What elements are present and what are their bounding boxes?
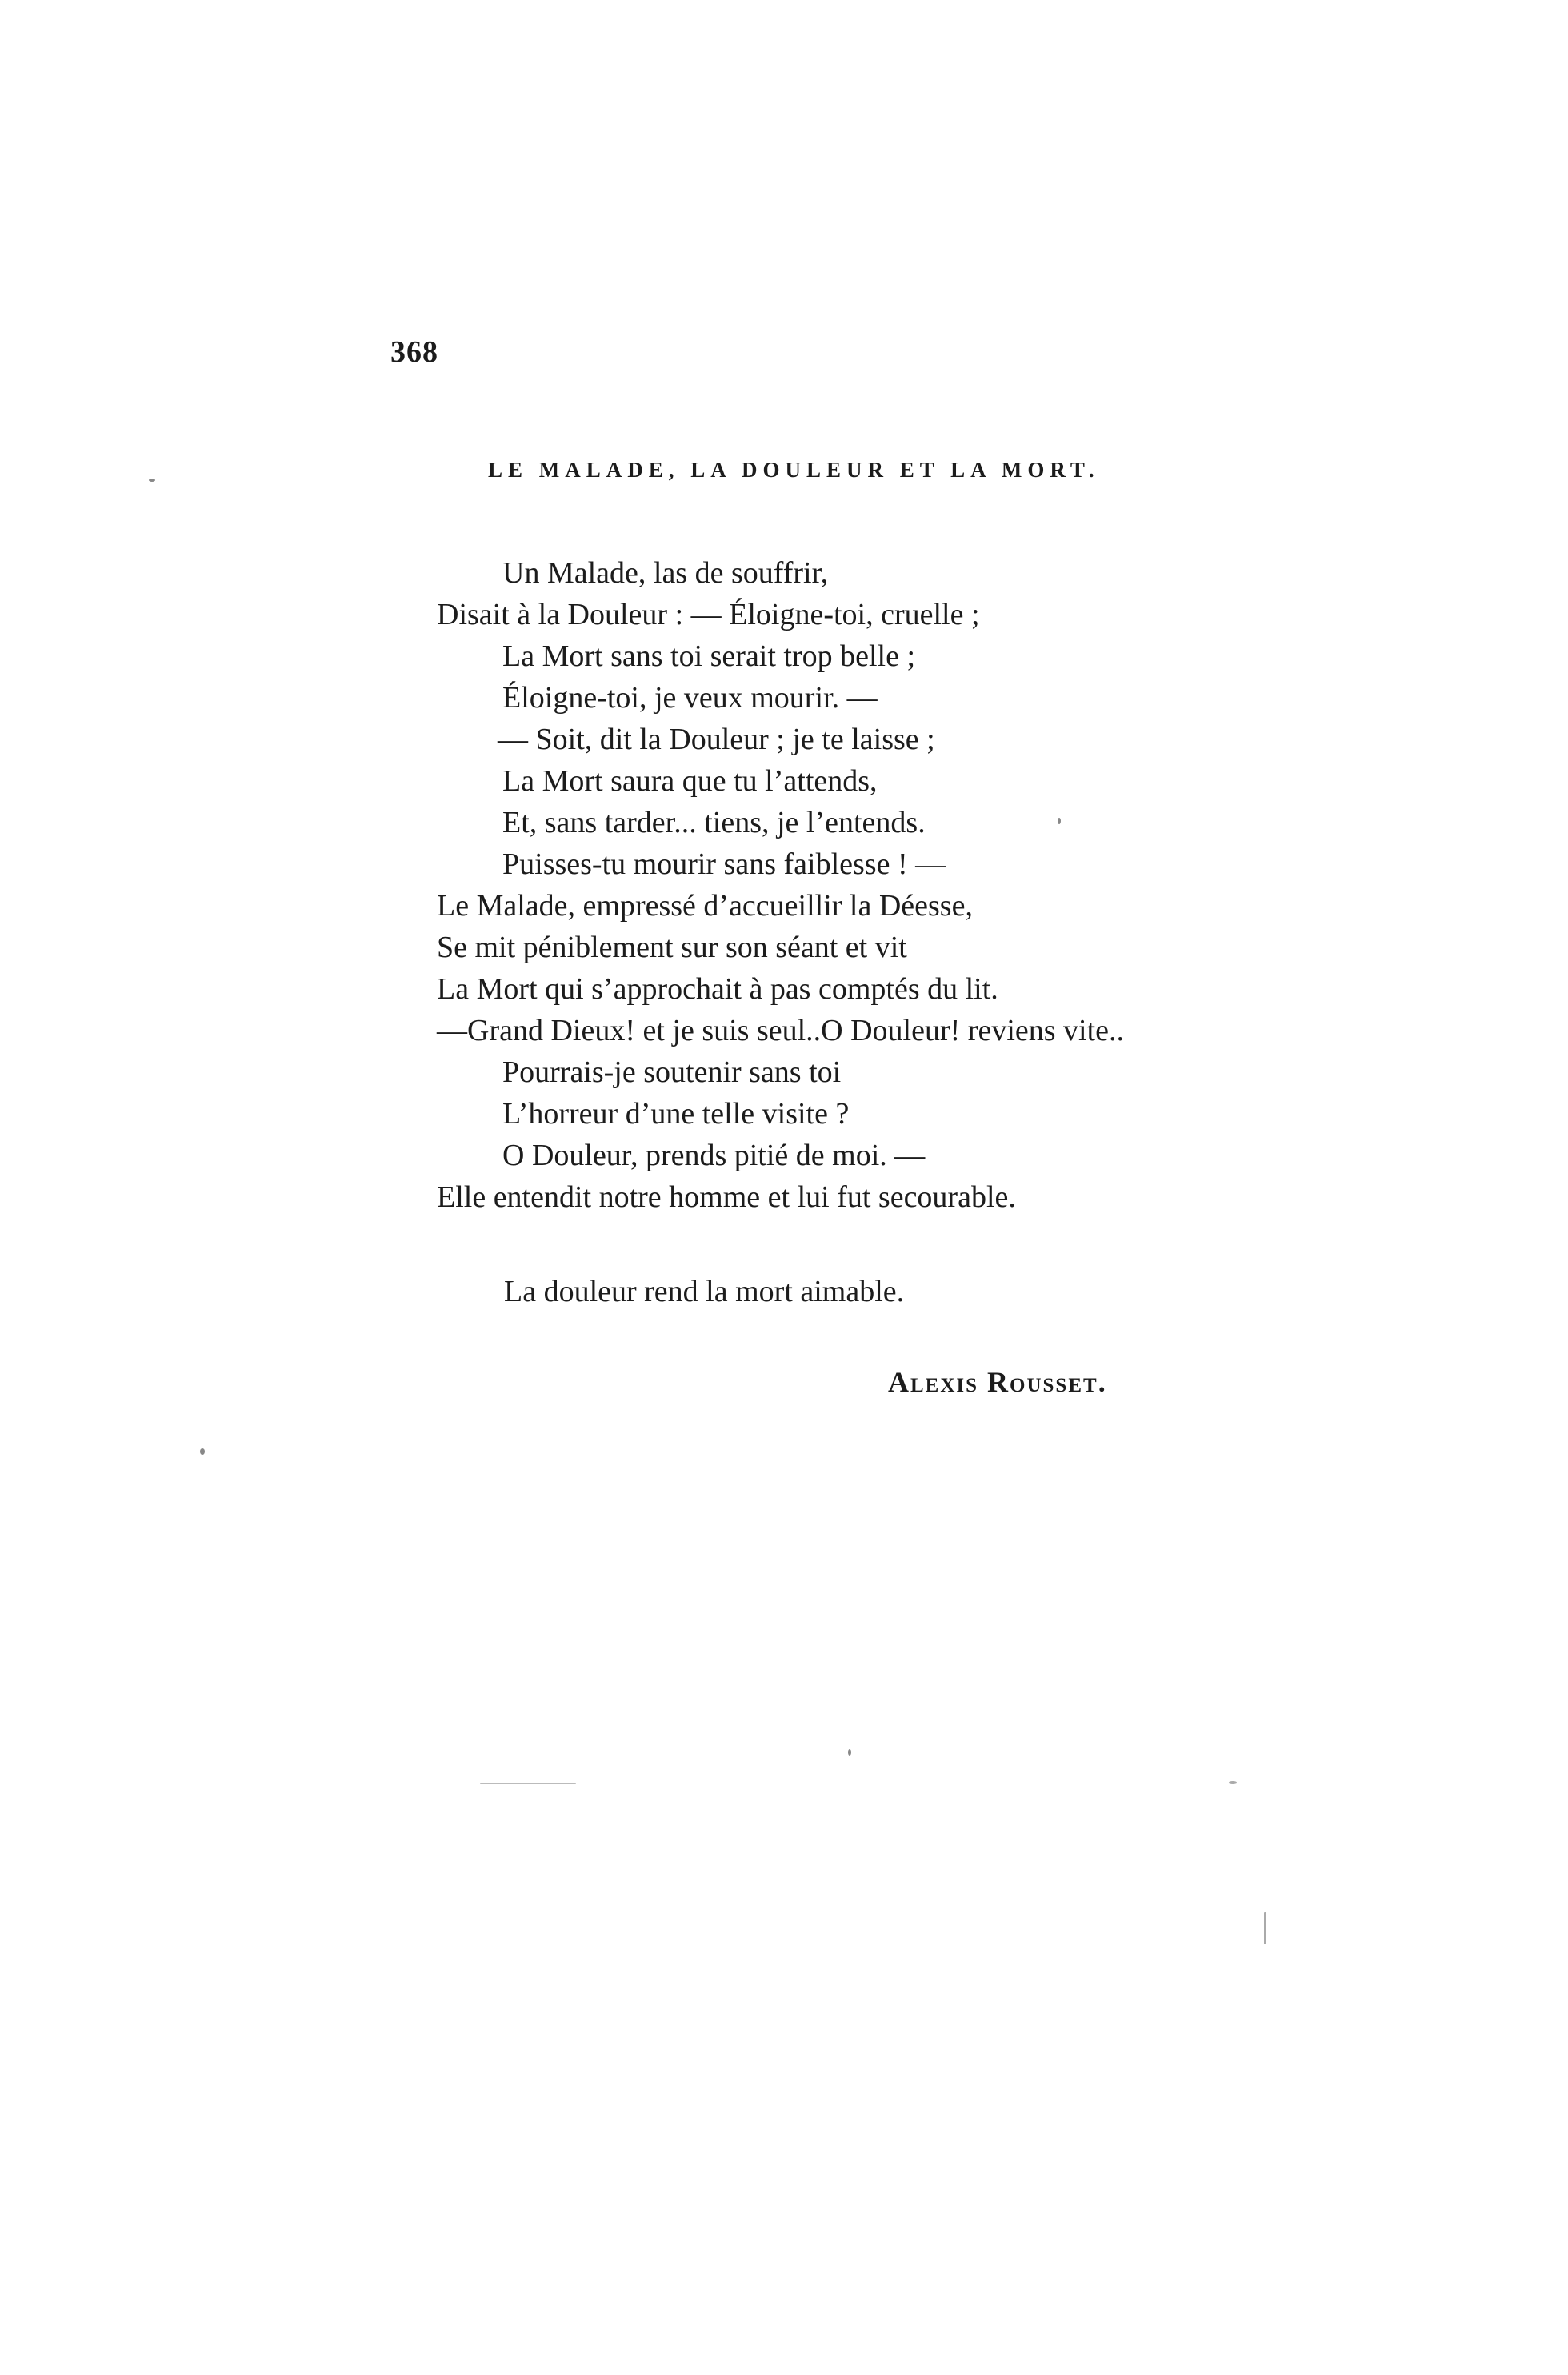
scan-speck — [1058, 818, 1061, 824]
poem-line: Le Malade, empressé d’accueillir la Déesse, — [437, 889, 973, 923]
poem-line: Disait à la Douleur : — Éloigne-toi, cruelle ; — [437, 598, 980, 631]
poem-line: Se mit péniblement sur son séant et vit — [437, 931, 907, 964]
poem-line: La Mort sans toi serait trop belle ; — [502, 639, 916, 673]
scan-speck — [1229, 1781, 1237, 1784]
scan-speck — [848, 1749, 851, 1756]
poem-title: LE MALADE, LA DOULEUR ET LA MORT. — [488, 458, 1100, 482]
poem-moral: La douleur rend la mort aimable. — [504, 1275, 905, 1308]
poem-line: O Douleur, prends pitié de moi. — — [502, 1139, 926, 1172]
poem-line: La Mort saura que tu l’attends, — [502, 764, 878, 798]
poem-line: —Grand Dieux! et je suis seul..O Douleur! reviens vite.. — [437, 1014, 1125, 1047]
poem-line: Pourrais-je soutenir sans toi — [502, 1055, 842, 1089]
poem-line: Elle entendit notre homme et lui fut secourable. — [437, 1180, 1016, 1214]
page-number: 368 — [390, 335, 438, 369]
poem-line: L’horreur d’une telle visite ? — [502, 1097, 850, 1131]
scan-speck — [200, 1448, 205, 1455]
scan-speck — [149, 479, 155, 482]
poem-line: Un Malade, las de souffrir, — [502, 556, 829, 590]
author-signature: Alexis Rousset. — [888, 1366, 1107, 1398]
scan-speck — [1264, 1912, 1266, 1944]
poem-line: Et, sans tarder... tiens, je l’entends. — [502, 806, 926, 839]
poem-line: Éloigne-toi, je veux mourir. — — [502, 681, 878, 715]
poem-line: — Soit, dit la Douleur ; je te laisse ; — [498, 723, 935, 756]
scan-speck — [480, 1783, 576, 1784]
poem-line: Puisses-tu mourir sans faiblesse ! — — [502, 847, 946, 881]
poem-line: La Mort qui s’approchait à pas comptés du lit. — [437, 972, 998, 1006]
